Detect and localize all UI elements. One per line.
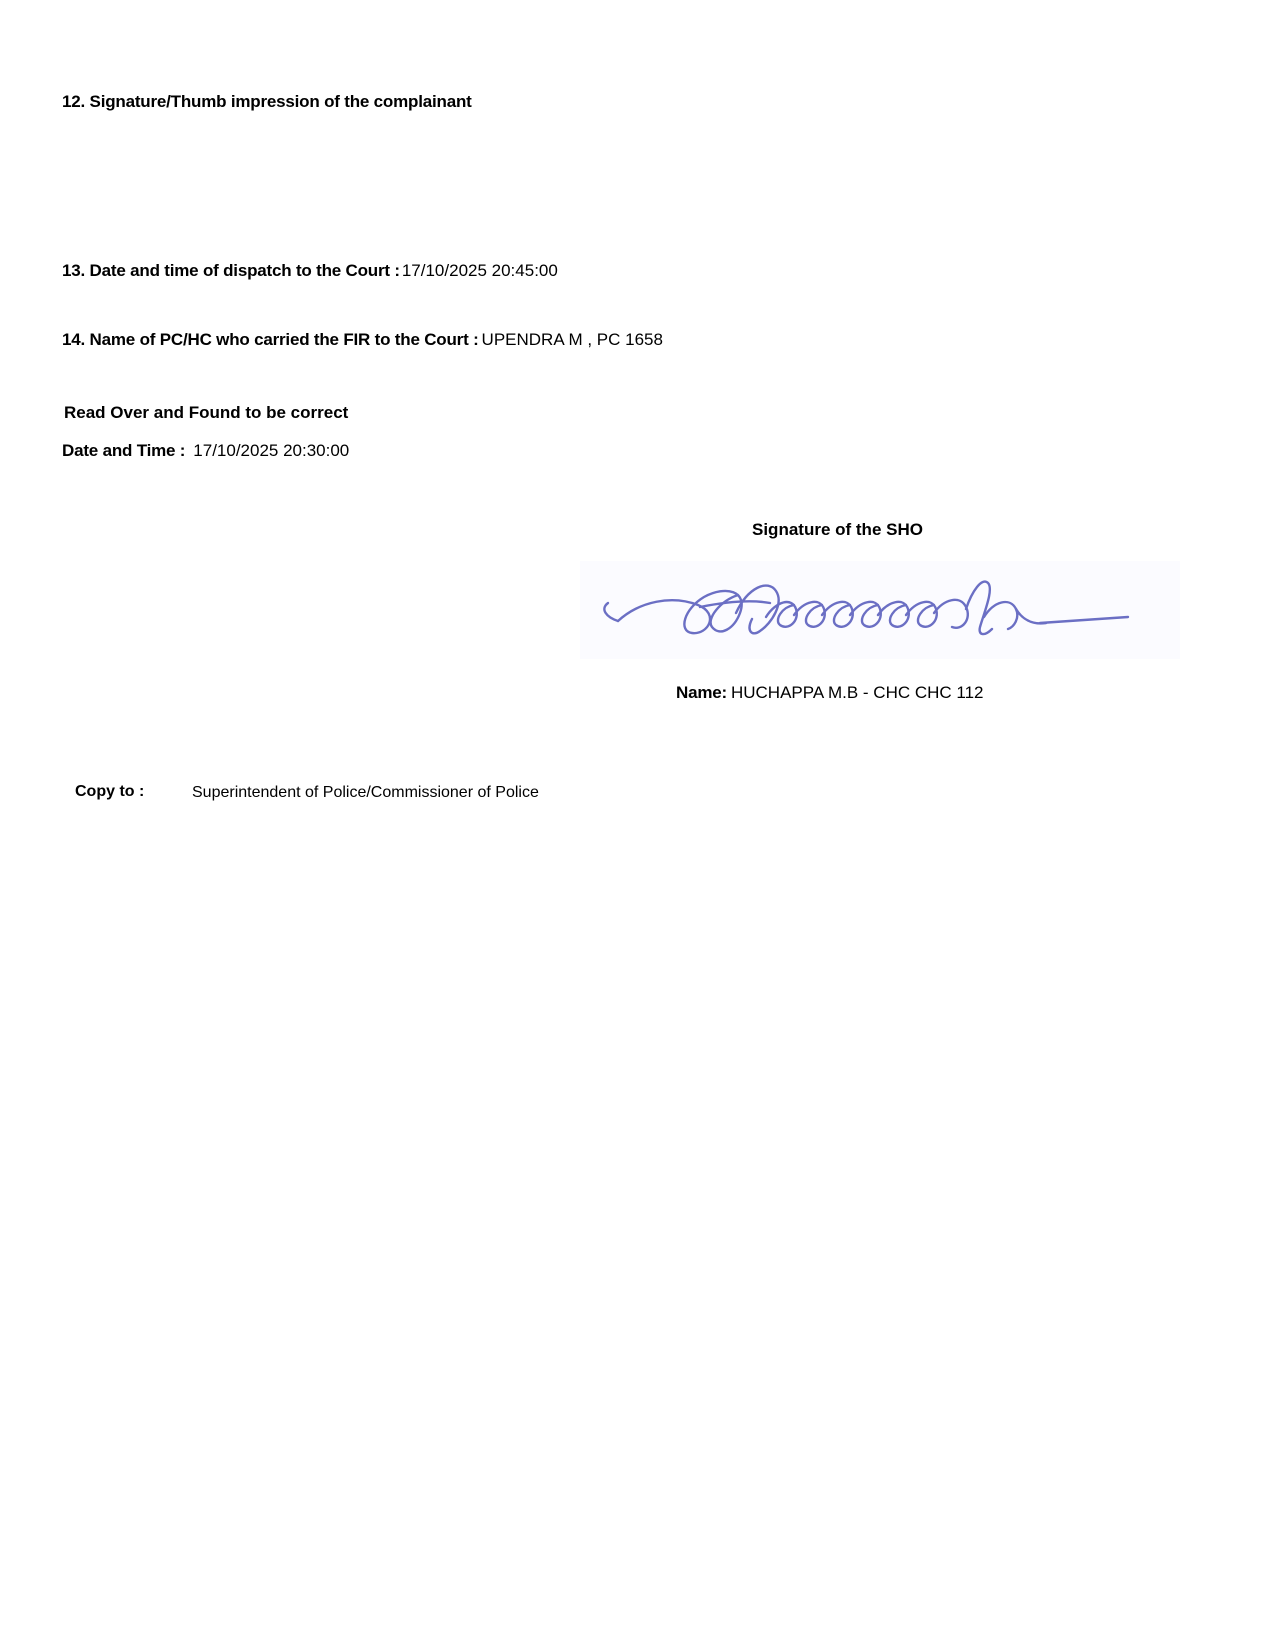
sho-signature-label: Signature of the SHO xyxy=(752,520,923,539)
item-14-carrier-name xyxy=(62,330,663,350)
sho-name-value: HUCHAPPA M.B - CHC CHC 112 xyxy=(730,683,984,702)
sho-signature-image xyxy=(580,561,1180,659)
item-13-dispatch-datetime xyxy=(62,261,558,281)
read-over-datetime xyxy=(62,441,349,461)
copy-to-label: Copy to : xyxy=(75,783,145,800)
copy-to-value: Superintendent of Police/Commissioner of Police xyxy=(192,784,539,801)
read-over-heading: Read Over and Found to be correct xyxy=(64,403,349,422)
item-13-value: 17/10/2025 20:45:00 xyxy=(401,261,558,280)
sho-name-row xyxy=(676,683,984,703)
item-14-label: 14. Name of PC/HC who carried the FIR to the Court : xyxy=(62,330,479,349)
item-13-label: 13. Date and time of dispatch to the Court : xyxy=(62,261,400,280)
read-over-datetime-label: Date and Time : xyxy=(62,441,186,460)
item-12-label: 12. Signature/Thumb impression of the complainant xyxy=(62,92,472,111)
read-over-datetime-value: 17/10/2025 20:30:00 xyxy=(193,441,350,460)
sho-name-label: Name: xyxy=(676,683,727,702)
item-14-value: UPENDRA M , PC 1658 xyxy=(481,330,663,349)
item-12-signature-complainant xyxy=(62,92,472,112)
